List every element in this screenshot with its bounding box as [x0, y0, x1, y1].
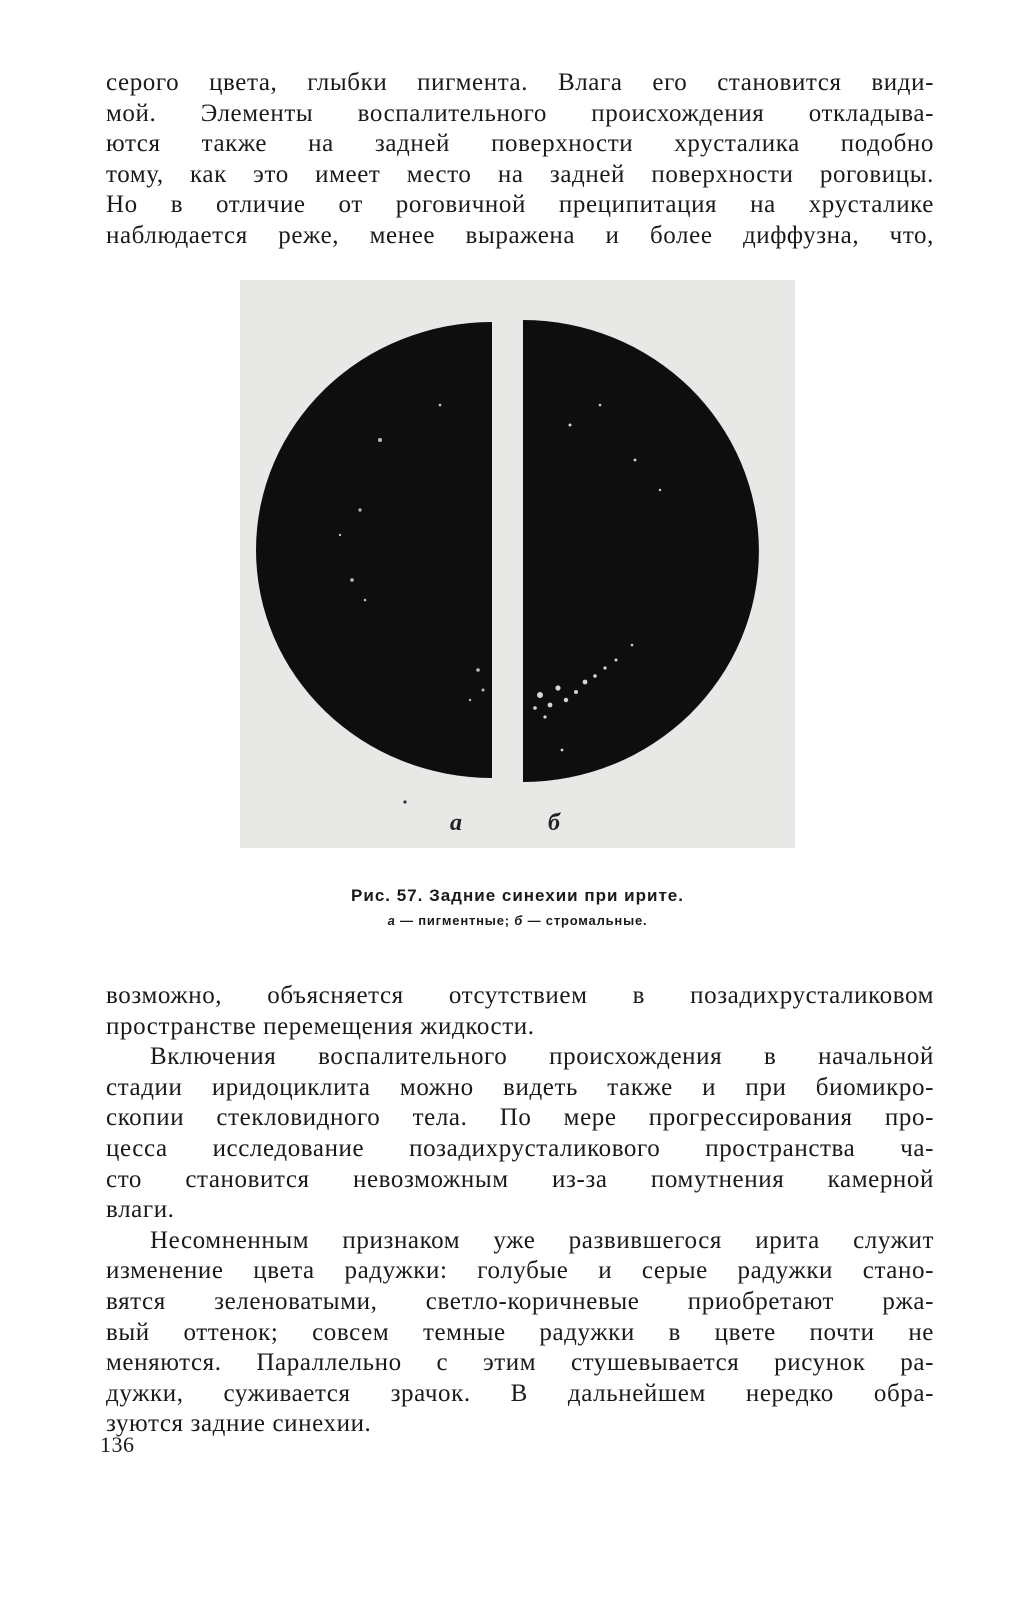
text-line: Включения воспалительного происхождения в начальной [150, 1043, 934, 1071]
figure-label-b: б [548, 810, 560, 836]
figure-synechiae-photo [240, 280, 795, 848]
page-number: 136 [100, 1432, 135, 1457]
figure-caption-legend [240, 913, 795, 928]
figure-label-a: а [450, 810, 462, 836]
caption-letter-b: б [514, 913, 524, 928]
text-line: стадии иридоциклита можно видеть также и при биомикро- [106, 1073, 934, 1101]
text-line: мой. Элементы воспалительного происхождения откладыва- [106, 99, 934, 127]
text-line: тому, как это имеет место на задней поверхности роговицы. [106, 160, 934, 188]
text-line: пространстве перемещения жидкости. [106, 1012, 535, 1040]
text-line: вятся зеленоватыми, светло-коричневые приобретают ржа- [106, 1287, 934, 1315]
top-paragraph [106, 68, 934, 252]
text-line: ются также на задней поверхности хрусталика подобно [106, 130, 934, 158]
paragraph [106, 981, 934, 1042]
text-line: Несомненным признаком уже развившегося ирита служит [150, 1226, 934, 1254]
paragraph [106, 1226, 934, 1440]
caption-text-b: — стромальные. [527, 913, 648, 928]
caption-text-a: — пигментные; [400, 913, 510, 928]
text-line: наблюдается реже, менее выражена и более диффузна, что, [106, 221, 934, 249]
text-line: цесса исследование позадихрусталикового пространства ча- [106, 1134, 934, 1162]
paragraph [106, 68, 934, 252]
paragraph [106, 1042, 934, 1226]
text-line: Но в отличие от роговичной преципитация на хрусталике [106, 191, 934, 219]
text-line: серого цвета, глыбки пигмента. Влага его становится види- [106, 69, 934, 96]
text-line: сто становится невозможным из-за помутнения камерной [106, 1165, 934, 1193]
text-line: вый оттенок; совсем темные радужки в цвете почти не [106, 1318, 934, 1346]
text-line: скопии стекловидного тела. По мере прогрессирования про- [106, 1104, 934, 1132]
iris-halves-illustration [240, 280, 795, 848]
text-line: зуются задние синехии. [106, 1410, 372, 1438]
text-line: дужки, суживается зрачок. В дальнейшем нередко обра- [106, 1379, 934, 1407]
text-line: изменение цвета радужки: голубые и серые радужки стано- [106, 1257, 934, 1285]
text-line: меняются. Параллельно с этим стушевывается рисунок ра- [106, 1349, 934, 1377]
text-line: возможно, объясняется отсутствием в позадихрусталиковом [106, 982, 934, 1009]
caption-letter-a: а [387, 913, 396, 928]
bottom-text [106, 981, 934, 1440]
text-line: влаги. [106, 1196, 175, 1224]
figure-caption-title: Рис. 57. Задние синехии при ирите. [351, 886, 684, 905]
